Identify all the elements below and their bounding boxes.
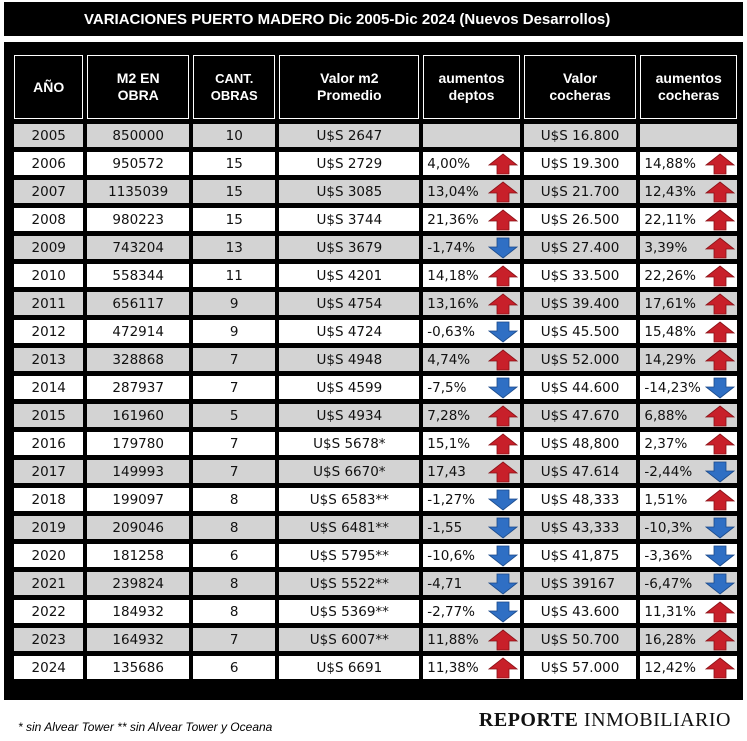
header-aum-deptos: aumentos deptos (423, 55, 520, 119)
arrow-up-icon (488, 349, 518, 371)
arrow-up-icon (705, 209, 735, 231)
m2-cell: 850000 (87, 124, 189, 147)
table-row (14, 432, 737, 455)
arrow-up-icon (488, 461, 518, 483)
arrow-down-icon (488, 321, 518, 343)
obras-cell: 11 (193, 264, 275, 287)
table-title: VARIACIONES PUERTO MADERO Dic 2005-Dic 2024 (Nuevos Desarrollos) (4, 2, 743, 36)
m2-cell: 239824 (87, 572, 189, 595)
m2-cell: 472914 (87, 320, 189, 343)
aum-deptos-cell: -2,77% (423, 600, 520, 623)
obras-cell: 10 (193, 124, 275, 147)
arrow-up-icon (705, 153, 735, 175)
aum-deptos-cell: -10,6% (423, 544, 520, 567)
table-row (14, 320, 737, 343)
arrow-up-icon (705, 657, 735, 679)
table-row (14, 572, 737, 595)
obras-cell: 9 (193, 292, 275, 315)
arrow-down-icon (488, 517, 518, 539)
m2-cell: 950572 (87, 152, 189, 175)
year-cell: 2019 (14, 516, 83, 539)
arrow-up-icon (705, 601, 735, 623)
aum-cocheras-cell: -6,47% (640, 572, 737, 595)
arrow-up-icon (488, 657, 518, 679)
aum-deptos-cell: 21,36% (423, 208, 520, 231)
table-row (14, 376, 737, 399)
m2-cell: 1135039 (87, 180, 189, 203)
valor-cocheras-cell: U$S 33.500 (524, 264, 637, 287)
valor-cell: U$S 2729 (279, 152, 419, 175)
arrow-down-icon (705, 545, 735, 567)
arrow-down-icon (705, 377, 735, 399)
valor-cell: U$S 3744 (279, 208, 419, 231)
year-cell: 2007 (14, 180, 83, 203)
m2-cell: 743204 (87, 236, 189, 259)
table-row (14, 404, 737, 427)
arrow-down-icon (488, 573, 518, 595)
year-cell: 2023 (14, 628, 83, 651)
header-cant: CANT. OBRAS (193, 55, 275, 119)
year-cell: 2024 (14, 656, 83, 679)
arrow-down-icon (488, 601, 518, 623)
aum-cocheras-cell: 1,51% (640, 488, 737, 511)
arrow-up-icon (488, 181, 518, 203)
table-row (14, 656, 737, 679)
aum-cocheras-cell: -10,3% (640, 516, 737, 539)
arrow-up-icon (705, 293, 735, 315)
valor-cocheras-cell: U$S 21.700 (524, 180, 637, 203)
arrow-up-icon (705, 629, 735, 651)
obras-cell: 15 (193, 152, 275, 175)
valor-cocheras-cell: U$S 57.000 (524, 656, 637, 679)
arrow-up-icon (488, 209, 518, 231)
aum-deptos-cell: -1,55 (423, 516, 520, 539)
obras-cell: 8 (193, 488, 275, 511)
arrow-up-icon (488, 293, 518, 315)
m2-cell: 181258 (87, 544, 189, 567)
valor-cocheras-cell: U$S 19.300 (524, 152, 637, 175)
arrow-down-icon (488, 489, 518, 511)
aum-deptos-cell: 14,18% (423, 264, 520, 287)
valor-cell: U$S 5795** (279, 544, 419, 567)
aum-cocheras-cell: 14,29% (640, 348, 737, 371)
aum-deptos-cell: 13,16% (423, 292, 520, 315)
year-cell: 2009 (14, 236, 83, 259)
valor-cocheras-cell: U$S 48,800 (524, 432, 637, 455)
arrow-up-icon (488, 153, 518, 175)
arrow-down-icon (488, 237, 518, 259)
table-row (14, 488, 737, 511)
m2-cell: 184932 (87, 600, 189, 623)
valor-cocheras-cell: U$S 45.500 (524, 320, 637, 343)
obras-cell: 8 (193, 516, 275, 539)
table-row (14, 628, 737, 651)
valor-cocheras-cell: U$S 47.670 (524, 404, 637, 427)
brand-logo: REPORTE INMOBILIARIO (478, 709, 731, 731)
valor-cell: U$S 4201 (279, 264, 419, 287)
arrow-up-icon (488, 629, 518, 651)
aum-deptos-cell: 4,74% (423, 348, 520, 371)
arrow-down-icon (705, 517, 735, 539)
m2-cell: 135686 (87, 656, 189, 679)
arrow-up-icon (705, 321, 735, 343)
arrow-up-icon (705, 181, 735, 203)
obras-cell: 7 (193, 432, 275, 455)
valor-cell: U$S 5522** (279, 572, 419, 595)
obras-cell: 8 (193, 572, 275, 595)
year-cell: 2020 (14, 544, 83, 567)
valor-cell: U$S 5369** (279, 600, 419, 623)
year-cell: 2016 (14, 432, 83, 455)
valor-cocheras-cell: U$S 44.600 (524, 376, 637, 399)
year-cell: 2014 (14, 376, 83, 399)
valor-cell: U$S 6481** (279, 516, 419, 539)
aum-cocheras-cell: -14,23% (640, 376, 737, 399)
arrow-down-icon (705, 461, 735, 483)
arrow-down-icon (705, 573, 735, 595)
table-row (14, 208, 737, 231)
aum-deptos-cell: 17,43 (423, 460, 520, 483)
arrow-up-icon (488, 405, 518, 427)
year-cell: 2021 (14, 572, 83, 595)
header-aum-cocheras: aumentos cocheras (640, 55, 737, 119)
aum-cocheras-cell: 3,39% (640, 236, 737, 259)
header-valor: Valor m2 Promedio (279, 55, 419, 119)
aum-cocheras-cell: 14,88% (640, 152, 737, 175)
year-cell: 2013 (14, 348, 83, 371)
valor-cocheras-cell: U$S 16.800 (524, 124, 637, 147)
aum-deptos-cell: 15,1% (423, 432, 520, 455)
valor-cell: U$S 3679 (279, 236, 419, 259)
arrow-up-icon (705, 489, 735, 511)
valor-cell: U$S 6670* (279, 460, 419, 483)
table-row (14, 292, 737, 315)
valor-cocheras-cell: U$S 48,333 (524, 488, 637, 511)
year-cell: 2010 (14, 264, 83, 287)
year-cell: 2005 (14, 124, 83, 147)
obras-cell: 7 (193, 628, 275, 651)
m2-cell: 558344 (87, 264, 189, 287)
aum-deptos-cell: 7,28% (423, 404, 520, 427)
table-row (14, 180, 737, 203)
aum-deptos-cell: -1,74% (423, 236, 520, 259)
valor-cell: U$S 4934 (279, 404, 419, 427)
aum-deptos-cell: 4,00% (423, 152, 520, 175)
aum-cocheras-cell: 16,28% (640, 628, 737, 651)
header-m2: M2 EN OBRA (87, 55, 189, 119)
aum-deptos-cell (423, 124, 520, 147)
valor-cocheras-cell: U$S 39167 (524, 572, 637, 595)
aum-cocheras-cell: 15,48% (640, 320, 737, 343)
obras-cell: 15 (193, 180, 275, 203)
valor-cocheras-cell: U$S 47.614 (524, 460, 637, 483)
valor-cell: U$S 4754 (279, 292, 419, 315)
header-row (14, 55, 737, 119)
arrow-up-icon (705, 237, 735, 259)
valor-cocheras-cell: U$S 50.700 (524, 628, 637, 651)
aum-deptos-cell: 13,04% (423, 180, 520, 203)
aum-deptos-cell: -4,71 (423, 572, 520, 595)
year-cell: 2006 (14, 152, 83, 175)
valor-cell: U$S 2647 (279, 124, 419, 147)
table-row (14, 516, 737, 539)
valor-cocheras-cell: U$S 39.400 (524, 292, 637, 315)
year-cell: 2012 (14, 320, 83, 343)
header-anio: AÑO (14, 55, 83, 119)
arrow-up-icon (488, 433, 518, 455)
arrow-up-icon (705, 433, 735, 455)
arrow-up-icon (488, 265, 518, 287)
m2-cell: 328868 (87, 348, 189, 371)
arrow-up-icon (705, 349, 735, 371)
m2-cell: 149993 (87, 460, 189, 483)
aum-cocheras-cell: 22,11% (640, 208, 737, 231)
arrow-down-icon (488, 377, 518, 399)
table-row (14, 152, 737, 175)
header-valor-cocheras: Valor cocheras (524, 55, 637, 119)
arrow-up-icon (705, 405, 735, 427)
obras-cell: 15 (193, 208, 275, 231)
valor-cell: U$S 6583** (279, 488, 419, 511)
year-cell: 2015 (14, 404, 83, 427)
aum-deptos-cell: -0,63% (423, 320, 520, 343)
m2-cell: 980223 (87, 208, 189, 231)
variations-table (10, 50, 741, 684)
table-row (14, 236, 737, 259)
valor-cell: U$S 6691 (279, 656, 419, 679)
footnote: * sin Alvear Tower ** sin Alvear Tower y Oceana (18, 720, 273, 734)
obras-cell: 7 (193, 376, 275, 399)
aum-cocheras-cell: 22,26% (640, 264, 737, 287)
obras-cell: 9 (193, 320, 275, 343)
valor-cocheras-cell: U$S 41,875 (524, 544, 637, 567)
aum-cocheras-cell: 12,43% (640, 180, 737, 203)
obras-cell: 6 (193, 656, 275, 679)
aum-deptos-cell: 11,88% (423, 628, 520, 651)
aum-deptos-cell: 11,38% (423, 656, 520, 679)
valor-cell: U$S 3085 (279, 180, 419, 203)
m2-cell: 656117 (87, 292, 189, 315)
aum-cocheras-cell: 12,42% (640, 656, 737, 679)
aum-cocheras-cell (640, 124, 737, 147)
obras-cell: 7 (193, 460, 275, 483)
obras-cell: 13 (193, 236, 275, 259)
valor-cocheras-cell: U$S 27.400 (524, 236, 637, 259)
valor-cocheras-cell: U$S 43.600 (524, 600, 637, 623)
m2-cell: 164932 (87, 628, 189, 651)
arrow-up-icon (705, 265, 735, 287)
obras-cell: 8 (193, 600, 275, 623)
aum-cocheras-cell: 6,88% (640, 404, 737, 427)
year-cell: 2017 (14, 460, 83, 483)
m2-cell: 287937 (87, 376, 189, 399)
table-row (14, 460, 737, 483)
aum-deptos-cell: -7,5% (423, 376, 520, 399)
valor-cell: U$S 6007** (279, 628, 419, 651)
m2-cell: 209046 (87, 516, 189, 539)
aum-cocheras-cell: -3,36% (640, 544, 737, 567)
valor-cell: U$S 4724 (279, 320, 419, 343)
aum-cocheras-cell: -2,44% (640, 460, 737, 483)
aum-cocheras-cell: 2,37% (640, 432, 737, 455)
arrow-down-icon (488, 545, 518, 567)
table-row (14, 348, 737, 371)
year-cell: 2008 (14, 208, 83, 231)
year-cell: 2022 (14, 600, 83, 623)
table-row (14, 544, 737, 567)
valor-cocheras-cell: U$S 52.000 (524, 348, 637, 371)
aum-cocheras-cell: 17,61% (640, 292, 737, 315)
obras-cell: 5 (193, 404, 275, 427)
year-cell: 2018 (14, 488, 83, 511)
aum-cocheras-cell: 11,31% (640, 600, 737, 623)
table-row (14, 600, 737, 623)
m2-cell: 161960 (87, 404, 189, 427)
year-cell: 2011 (14, 292, 83, 315)
table-row (14, 264, 737, 287)
valor-cocheras-cell: U$S 43,333 (524, 516, 637, 539)
valor-cell: U$S 4948 (279, 348, 419, 371)
obras-cell: 7 (193, 348, 275, 371)
obras-cell: 6 (193, 544, 275, 567)
aum-deptos-cell: -1,27% (423, 488, 520, 511)
valor-cocheras-cell: U$S 26.500 (524, 208, 637, 231)
m2-cell: 199097 (87, 488, 189, 511)
table-row (14, 124, 737, 147)
valor-cell: U$S 5678* (279, 432, 419, 455)
valor-cell: U$S 4599 (279, 376, 419, 399)
m2-cell: 179780 (87, 432, 189, 455)
